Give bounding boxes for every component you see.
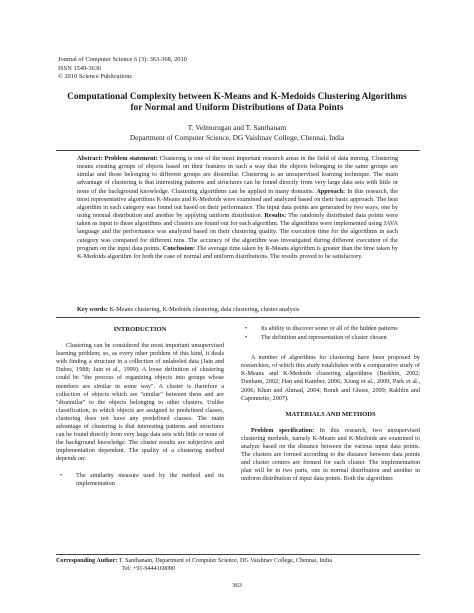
abstract-statement-label: Abstract: Problem statement: (77, 155, 158, 162)
keywords-text: K-Means clustering, K-Medoids clustering, data clustering, cluster analysis (107, 306, 300, 313)
page-number: 363 (232, 582, 242, 589)
bullet-icon: • (60, 471, 63, 479)
abstract-conclusion-label: Conclusion: (162, 244, 195, 252)
abstract-approach-label: Approach: (316, 187, 346, 195)
list-item-text: Its ability to discover some or all of the hidden patterns (261, 325, 398, 332)
bullet-icon: • (245, 334, 248, 342)
abstract (77, 155, 398, 261)
introduction-heading: INTRODUCTION (113, 326, 167, 333)
bullet-icon: • (245, 325, 248, 332)
title-line-1: Computational Complexity between K-Means and K-Medoids Clustering Algorithms (67, 92, 407, 102)
author-affiliation: Department of Computer Science, DG Vaishnav College, Chennai, India (129, 132, 345, 142)
keywords (77, 306, 398, 314)
journal-issn: ISSN 1549-3636 (58, 64, 102, 72)
list-item (241, 334, 420, 342)
list-item-text: The definition and representation of cluster chosen (261, 334, 387, 342)
left-column (56, 325, 224, 489)
keywords-label: Key words: (77, 306, 108, 313)
journal-info (58, 56, 187, 82)
quality-criteria-list-continued (241, 325, 420, 342)
corresponding-author-tel: Tel: +91-9444169090 (122, 566, 175, 572)
paper-title (50, 92, 424, 115)
abstract-results-label: Results: (264, 212, 287, 220)
keywords-bottom-rule (56, 317, 420, 318)
list-item (241, 325, 420, 333)
problem-specification-paragraph (241, 427, 420, 484)
journal-copyright: © 2010 Science Publications (58, 73, 132, 81)
author-block (50, 123, 424, 142)
journal-citation: Journal of Computer Science 6 (3): 363-368, 2010 (58, 56, 187, 63)
abstract-conclusion-text: The average time taken by K-Means algorithm is greater than the time taken by K-Medoids algorithm for both the case of normal and uniform distributions. The results proved to be satisfactory. (77, 244, 398, 260)
corresponding-author-label: Corresponding Author: (56, 558, 118, 564)
problem-specification-text: In this research, two unsupervised clustering methods, namely K-Means and K-Medoids are examined to analyze based on the distance between the various input data points. The clusters are formed according to the distance between data points and cluster centers are formed for each cluster. The implementation plan will be in two parts, one in normal distribution and another in uniform distribution of input data points. Both the algorithms (241, 426, 420, 483)
list-item (56, 472, 224, 488)
abstract-results-text: The randomly distributed data points were taken as input to these algorithms and clusters are found out for each algorithm. The algorithms were implemented using JAVA language and the performance was analyzed based on their clustering quality. The execution time for the algorithms in each category was compared for different runs. The accuracy of the algorithm was investigated during different execution of the program on the input data points. (77, 212, 399, 252)
right-column (241, 325, 420, 492)
list-item-text: The similarity measure used by the method and its implementation (76, 471, 224, 487)
author-names: T. Velmurugan and T. Santhanam (187, 123, 287, 132)
corresponding-author-text: T. Santhanam, Department of Computer Science, DG Vaishnav College, Chennai, India (117, 558, 332, 564)
methods-heading: MATERIALS AND METHODS (285, 410, 376, 418)
algorithms-paragraph: A number of algorithms for clustering have been proposed by researchers, of which this study establishes with a comparative study of K-Means and K-Medoids clustering algorithms (Berkhin, 2002; Dunham, 2002; Han and Kamber, 2006; Xiong et al., 2009; Park et al., 2006; Khan and Ahmad, 2004; Borah and Ghose, 2009; Rakhlin and Caponnetto, 2007). (241, 354, 420, 402)
quality-criteria-list (56, 472, 224, 488)
title-line-2: for Normal and Uniform Distributions of Data Points (130, 103, 344, 114)
footer-rule (56, 554, 420, 555)
abstract-statement-text: Clustering is one of the most important research areas in the field of data mining. Clustering means creating groups of objects based on their features in such a way that the objects belonging to the same groups are similar and those belonging to different groups are dissimilar. Clustering is an unsupervised learning technique. The main advantage of clustering is that interesting patterns and structures can be found directly from very large data sets with little or none of the background knowledge. Clustering algorithms can be applied in many domains. (77, 155, 399, 195)
introduction-paragraph: Clustering can be considered the most important unsupervised learning problem; so, as every other problem of this kind, it deals with finding a structure in a collection of unlabeled data (Jain and Dubes, 1988; Jain et al., 1999). A loose definition of clustering could be "the process of organizing objects into groups whose members are similar in some way". A cluster is therefore a collection of objects which are "similar" between them and are "dissimilar" to the objects belonging to other clusters. Unlike classification, in which objects are assigned to predefined classes, clustering does not have any predefined classes. The main advantage of clustering is that interesting patterns and structures can be found directly from very large data sets with little or none of the background knowledge. The cluster results are subjective and implementation dependent. The quality of a clustering method depends on: (56, 342, 224, 463)
corresponding-author (56, 557, 332, 573)
abstract-top-rule (56, 150, 420, 151)
problem-specification-label: Problem specification: (251, 426, 315, 434)
abstract-approach-text: In this research, the most representative algorithms K-Means and K-Medoids were examined and analyzed based on their basic approach. The best algorithm in each category was found out based on their performance. The input data points are generated by two ways, one by using normal distribution and another by applying uniform distribution. (77, 187, 398, 220)
